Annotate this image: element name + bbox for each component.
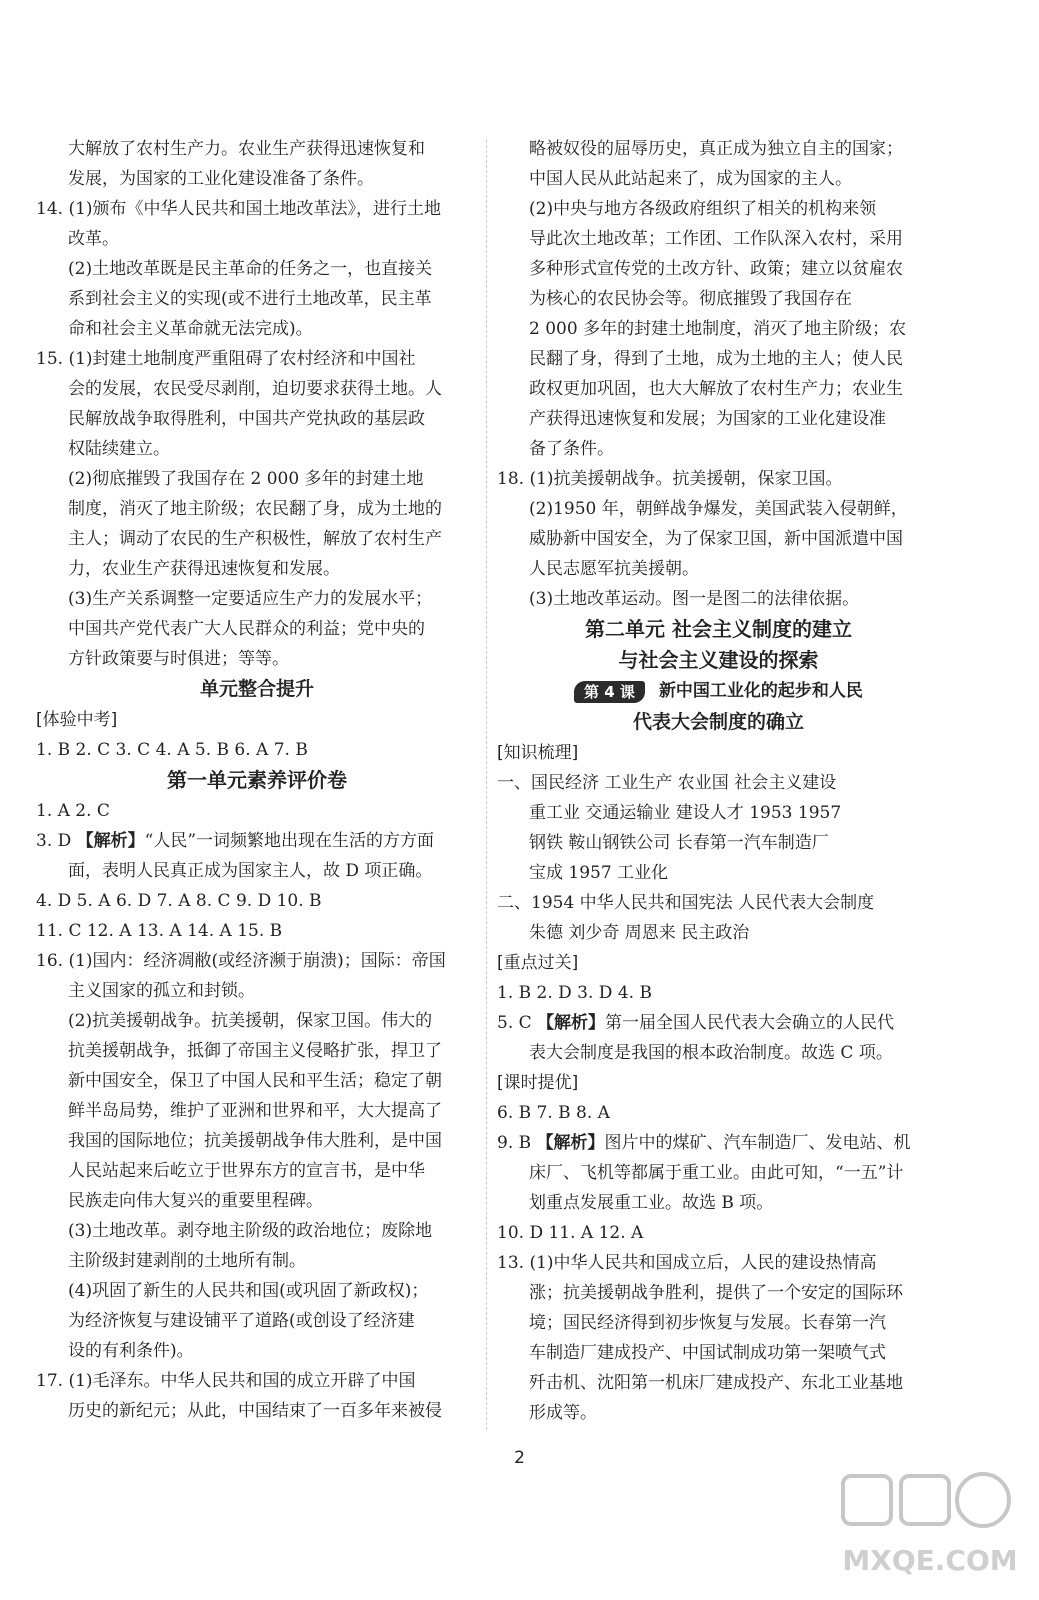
analysis-label: 【解析】	[537, 1013, 606, 1033]
text-line: 为核心的农民协会等。彻底摧毁了我国存在	[529, 289, 852, 309]
text-line: 产获得迅速恢复和发展；为国家的工业化建设准	[529, 409, 886, 429]
section-heading: 与社会主义建设的探索	[618, 648, 819, 672]
text-line: 重工业 交通运输业 建设人才 1953 1957	[529, 803, 842, 823]
text-line: 歼击机、沈阳第一机床厂建成投产、东北工业基地	[529, 1373, 903, 1393]
text-line: 划重点发展重工业。故选 B 项。	[529, 1193, 774, 1213]
text-line: 发展，为国家的工业化建设准备了条件。	[68, 169, 374, 189]
text-line: 导此次土地改革；工作团、工作队深入农村，采用	[529, 229, 903, 249]
text-line: 备了条件。	[529, 439, 614, 459]
text-line: 民翻了身，得到了土地，成为土地的主人；使人民	[529, 349, 903, 369]
column-divider	[486, 140, 487, 1430]
text-line: (3)土地改革运动。图一是图二的法律依据。	[529, 589, 860, 609]
section-heading: 第一单元素养评价卷	[167, 768, 347, 792]
text-line: 改革。	[68, 229, 119, 249]
text-line: 4. D 5. A 6. D 7. A 8. C 9. D 10. B	[36, 891, 322, 911]
text-line: 3. D 【解析】“人民”一词频繁地出现在生活的方方面	[36, 831, 435, 851]
text-line: 我国的国际地位；抗美援朝战争伟大胜利，是中国	[68, 1131, 442, 1151]
text-line: (3)土地改革。剥夺地主阶级的政治地位；废除地	[68, 1221, 433, 1241]
text-line: 民族走向伟大复兴的重要里程碑。	[68, 1191, 323, 1211]
lesson-title	[497, 676, 940, 707]
text-line: 11. C 12. A 13. A 14. A 15. B	[36, 921, 283, 941]
text-line: 钢铁 鞍山钢铁公司 长春第一汽车制造厂	[529, 833, 829, 853]
text-line: (2)彻底摧毁了我国存在 2 000 多年的封建土地	[68, 469, 424, 489]
text-line: (2)1950 年，朝鲜战争爆发，美国武装入侵朝鲜，	[529, 499, 908, 519]
text-line: 5. C 【解析】第一届全国人民代表大会确立的人民代	[497, 1013, 895, 1033]
text-line: 面，表明人民真正成为国家主人，故 D 项正确。	[68, 861, 433, 881]
left-column	[36, 134, 478, 1426]
text-line: 一、国民经济 工业生产 农业国 社会主义建设	[497, 773, 837, 793]
text-line: 权陆续建立。	[68, 439, 170, 459]
text-line: 18. (1)抗美援朝战争。抗美援朝，保家卫国。	[497, 469, 843, 489]
text-line: 床厂、飞机等都属于重工业。由此可知，“一五”计	[529, 1163, 904, 1183]
text-line: (2)土地改革既是民主革命的任务之一，也直接关	[68, 259, 433, 279]
text-line: 为经济恢复与建设铺平了道路(或创设了经济建	[68, 1311, 415, 1331]
section-heading: 代表大会制度的确立	[632, 711, 804, 733]
text-line: 设的有利条件)。	[68, 1341, 194, 1361]
text-line: 表大会制度是我国的根本政治制度。故选 C 项。	[529, 1043, 893, 1063]
text-line: 13. (1)中华人民共和国成立后，人民的建设热情高	[497, 1253, 877, 1273]
text-line: 人民站起来后屹立于世界东方的宣言书，是中华	[68, 1161, 425, 1181]
text-line: (2)抗美援朝战争。抗美援朝，保家卫国。伟大的	[68, 1011, 433, 1031]
subsection-label: [重点过关]	[497, 953, 579, 973]
text-line: 形成等。	[529, 1403, 597, 1423]
watermark-logo	[835, 1470, 1025, 1590]
analysis-label: 【解析】	[76, 831, 145, 851]
text-line: 车制造厂建成投产、中国试制成功第一架喷气式	[529, 1343, 886, 1363]
text-line: 制度，消灭了地主阶级；农民翻了身，成为土地的	[68, 499, 442, 519]
text-line: 15. (1)封建土地制度严重阻碍了农村经济和中国社	[36, 349, 416, 369]
text-line: 17. (1)毛泽东。中华人民共和国的成立开辟了中国	[36, 1371, 416, 1391]
text-line: 中国人民从此站起来了，成为国家的主人。	[529, 169, 852, 189]
text-line: 方针政策要与时俱进；等等。	[68, 649, 289, 669]
text-line: 1. A 2. C	[36, 801, 110, 821]
text-line: 抗美援朝战争，抵御了帝国主义侵略扩张，捍卫了	[68, 1041, 442, 1061]
section-heading: 单元整合提升	[199, 678, 314, 700]
text-line: (2)中央与地方各级政府组织了相关的机构来领	[529, 199, 877, 219]
text-line: 14. (1)颁布《中华人民共和国土地改革法》，进行土地	[36, 199, 442, 219]
subsection-label: [体验中考]	[36, 710, 118, 730]
text-line: 民解放战争取得胜利，中国共产党执政的基层政	[68, 409, 425, 429]
text-line: 境；国民经济得到初步恢复与发展。长春第一汽	[529, 1313, 886, 1333]
text-line: 会的发展，农民受尽剥削，迫切要求获得土地。人	[68, 379, 442, 399]
text-line: 鲜半岛局势，维护了亚洲和世界和平，大大提高了	[68, 1101, 442, 1121]
text-line: 命和社会主义革命就无法完成)。	[68, 319, 313, 339]
page-number: 2	[514, 1448, 525, 1468]
text-line: 力，农业生产获得迅速恢复和发展。	[68, 559, 340, 579]
svg-text:MXQE.COM: MXQE.COM	[842, 1544, 1018, 1577]
text-line: 9. B 【解析】图片中的煤矿、汽车制造厂、发电站、机	[497, 1133, 911, 1153]
text-line: 多种形式宣传党的土改方针、政策；建立以贫雇农	[529, 259, 903, 279]
text-line: 大解放了农村生产力。农业生产获得迅速恢复和	[68, 139, 425, 159]
text-line: 威胁新中国安全，为了保家卫国，新中国派遣中国	[529, 529, 903, 549]
text-line: 主阶级封建剥削的土地所有制。	[68, 1251, 306, 1271]
text-line: 新中国安全，保卫了中国人民和平生活；稳定了朝	[68, 1071, 442, 1091]
text-line: 政权更加巩固，也大大解放了农村生产力；农业生	[529, 379, 903, 399]
text-line: 系到社会主义的实现(或不进行土地改革，民主革	[68, 289, 432, 309]
lesson-title-text: 新中国工业化的起步和人民	[658, 681, 863, 701]
text-line: 1. B 2. D 3. D 4. B	[497, 983, 652, 1003]
text-line: 略被奴役的屈辱历史，真正成为独立自主的国家；	[529, 139, 903, 159]
text-line: 主义国家的孤立和封锁。	[68, 981, 255, 1001]
lesson-badge: 第 4 课	[574, 681, 645, 703]
subsection-label: [课时提优]	[497, 1073, 579, 1093]
section-heading: 第二单元 社会主义制度的建立	[585, 617, 852, 641]
text-line: 二、1954 中华人民共和国宪法 人民代表大会制度	[497, 893, 875, 913]
text-line: 2 000 多年的封建土地制度，消灭了地主阶级；农	[529, 319, 907, 339]
text-line: 10. D 11. A 12. A	[497, 1223, 644, 1243]
text-line: 6. B 7. B 8. A	[497, 1103, 610, 1123]
text-line: 涨；抗美援朝战争胜利，提供了一个安定的国际环	[529, 1283, 903, 1303]
text-line: 主人；调动了农民的生产积极性，解放了农村生产	[68, 529, 442, 549]
right-column	[497, 134, 940, 1428]
text-line: 1. B 2. C 3. C 4. A 5. B 6. A 7. B	[36, 740, 308, 760]
text-line: 人民志愿军抗美援朝。	[529, 559, 699, 579]
text-line: (4)巩固了新生的人民共和国(或巩固了新政权)；	[68, 1281, 429, 1301]
text-line: 16. (1)国内：经济凋敝(或经济濒于崩溃)；国际：帝国	[36, 951, 446, 971]
text-line: 朱德 刘少奇 周恩来 民主政治	[529, 923, 750, 943]
analysis-label: 【解析】	[536, 1133, 605, 1153]
text-line: (3)生产关系调整一定要适应生产力的发展水平；	[68, 589, 433, 609]
text-line: 宝成 1957 工业化	[529, 863, 669, 883]
subsection-label: [知识梳理]	[497, 743, 579, 763]
text-line: 中国共产党代表广大人民群众的利益；党中央的	[68, 619, 425, 639]
text-line: 历史的新纪元；从此，中国结束了一百多年来被侵	[68, 1401, 442, 1421]
